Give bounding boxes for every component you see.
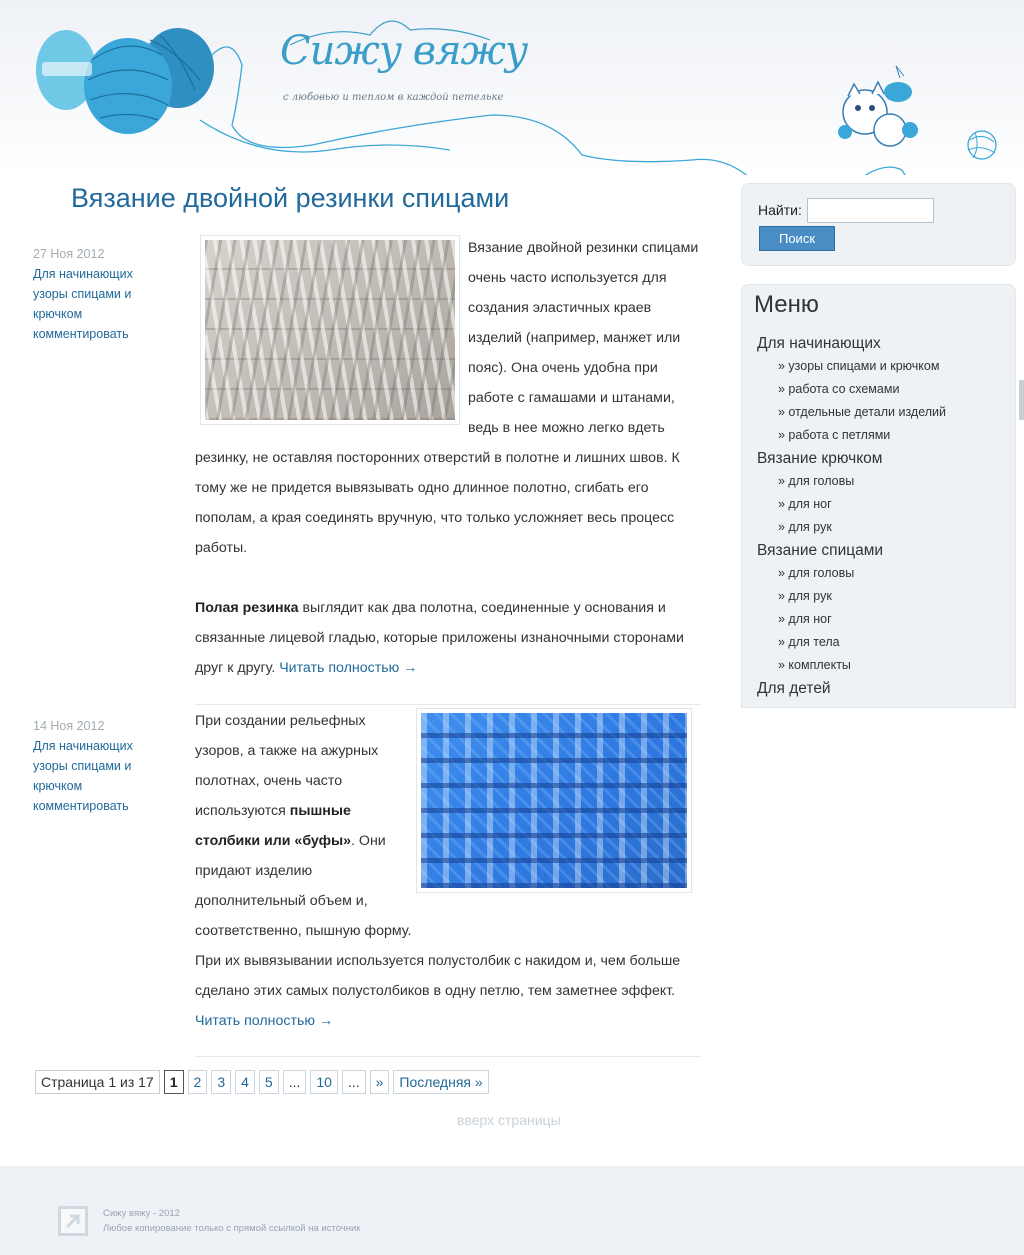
menu-subitem[interactable]: » работа со схемами — [778, 382, 900, 396]
next-page-link[interactable]: » — [370, 1070, 390, 1094]
header-decoration — [0, 0, 1024, 175]
menu-subitem[interactable]: » работа с петлями — [778, 428, 891, 442]
category-link-patterns[interactable]: узоры спицами и крючком — [33, 759, 132, 793]
menu-subitem[interactable]: » узоры спицами и крючком — [778, 359, 940, 373]
post-date: 14 Ноя 2012 — [33, 719, 105, 733]
menu-list — [757, 332, 946, 700]
search-input[interactable] — [807, 198, 934, 223]
menu-category[interactable]: Для начинающих — [757, 335, 881, 352]
back-to-top-link[interactable]: вверх страницы — [457, 1112, 561, 1128]
site-tagline: с любовью и теплом в каждой петельке — [283, 92, 504, 103]
page-link-2[interactable]: 2 — [188, 1070, 208, 1094]
category-link-beginners[interactable]: Для начинающих — [33, 739, 133, 753]
menu-subitem[interactable]: » отдельные детали изделий — [778, 405, 947, 419]
paragraph-text: выглядит как два полотна, соединенные у основания и связанные лицевой гладью, которые приложены изнаночными сторонами друг к другу. — [195, 600, 684, 676]
menu-subitem[interactable]: » для ног — [778, 612, 832, 626]
post-meta-1 — [33, 244, 183, 344]
menu-subitem[interactable]: » для рук — [778, 520, 832, 534]
post-date: 27 Ноя 2012 — [33, 247, 105, 261]
post-title[interactable]: Вязание двойной резинки спицами — [71, 183, 510, 213]
page-link-5[interactable]: 5 — [259, 1070, 279, 1094]
pagination — [35, 1070, 489, 1094]
menu-category[interactable]: Для детей — [757, 680, 831, 697]
menu-subitem[interactable]: » для ног — [778, 497, 832, 511]
read-more-link[interactable]: Читать полностью → — [195, 1013, 334, 1029]
menu-widget — [741, 284, 1016, 708]
post-body-2 — [195, 706, 701, 1036]
read-more-line — [195, 1006, 701, 1036]
site-title[interactable]: Сижу вяжу — [280, 28, 528, 74]
current-page: 1 — [164, 1070, 184, 1094]
menu-category[interactable]: Вязание спицами — [757, 542, 884, 559]
footer-copyright: Сижу вяжу - 2012 — [103, 1208, 180, 1219]
menu-subitem[interactable]: » для рук — [778, 589, 832, 603]
search-button[interactable]: Поиск — [759, 226, 835, 251]
site-footer — [0, 1166, 1024, 1255]
menu-title: Меню — [754, 291, 819, 318]
page-count-label: Страница 1 из 17 — [35, 1070, 160, 1094]
post-divider — [195, 704, 701, 705]
paragraph-text: При создании рельефных узоров, а также на ажурных полотнах, очень часто используются — [195, 713, 379, 819]
post-paragraph — [195, 593, 701, 683]
bold-term: пышные столбики или «буфы» — [195, 803, 352, 849]
scrollbar-thumb[interactable] — [1019, 380, 1024, 420]
post-divider — [195, 1056, 701, 1057]
comment-link[interactable]: комментировать — [33, 799, 129, 813]
menu-subitem[interactable]: » для тела — [778, 635, 840, 649]
post-thumbnail[interactable] — [200, 235, 460, 425]
search-label: Найти: — [758, 202, 802, 218]
post-paragraph: Вязание двойной резинки спицами очень часто используется для создания эластичных краев изделий (например, манжет или пояс). Она очень удобна при работе с гамашами и штанами, ведь в нее можно легко вдеть резинку, не оставляя посторонних отверстий в полотне и лишних швов. К тому же не придется вывязывать одно длинное полотно, сгибать его пополам, а края соединять вручную, что только усложняет весь процесс работы. — [195, 240, 699, 556]
page-dots: ... — [283, 1070, 307, 1094]
page-link-4[interactable]: 4 — [235, 1070, 255, 1094]
footer-notice: Любое копирование только с прямой ссылкой на источник — [103, 1223, 361, 1234]
puff-stitch-image — [421, 713, 687, 888]
menu-subitem[interactable]: » для головы — [778, 474, 855, 488]
paragraph-text: . Они придают изделию дополнительный объем и, соответственно, пышную форму. — [195, 833, 412, 939]
menu-subitem[interactable]: » комплекты — [778, 658, 851, 672]
yarn-balls-icon — [36, 28, 214, 134]
menu-category[interactable]: Вязание крючком — [757, 450, 883, 467]
post-body-1 — [195, 233, 701, 683]
rib-knit-image — [205, 240, 455, 420]
small-yarn-icon — [968, 131, 996, 159]
post-paragraph: При их вывязывании используется полустолбик с накидом и, чем больше сделано этих самых полустолбиков в одну петлю, тем заметнее эффект. — [195, 953, 681, 999]
page-link-3[interactable]: 3 — [211, 1070, 231, 1094]
cat-icon — [838, 66, 918, 146]
page-link-10[interactable]: 10 — [310, 1070, 338, 1094]
search-widget — [741, 183, 1016, 266]
page-dots: ... — [342, 1070, 366, 1094]
category-link-beginners[interactable]: Для начинающих — [33, 267, 133, 281]
bold-term: Полая резинка — [195, 600, 299, 616]
last-page-link[interactable]: Последняя » — [393, 1070, 488, 1094]
post-thumbnail[interactable] — [416, 708, 692, 893]
comment-link[interactable]: комментировать — [33, 327, 129, 341]
footer-text — [103, 1206, 360, 1236]
post-meta-2 — [33, 716, 183, 816]
external-link-icon — [58, 1206, 88, 1236]
category-link-patterns[interactable]: узоры спицами и крючком — [33, 287, 132, 321]
menu-subitem[interactable]: » для головы — [778, 566, 855, 580]
read-more-link[interactable]: Читать полностью → — [279, 660, 418, 676]
site-header — [0, 0, 1024, 175]
